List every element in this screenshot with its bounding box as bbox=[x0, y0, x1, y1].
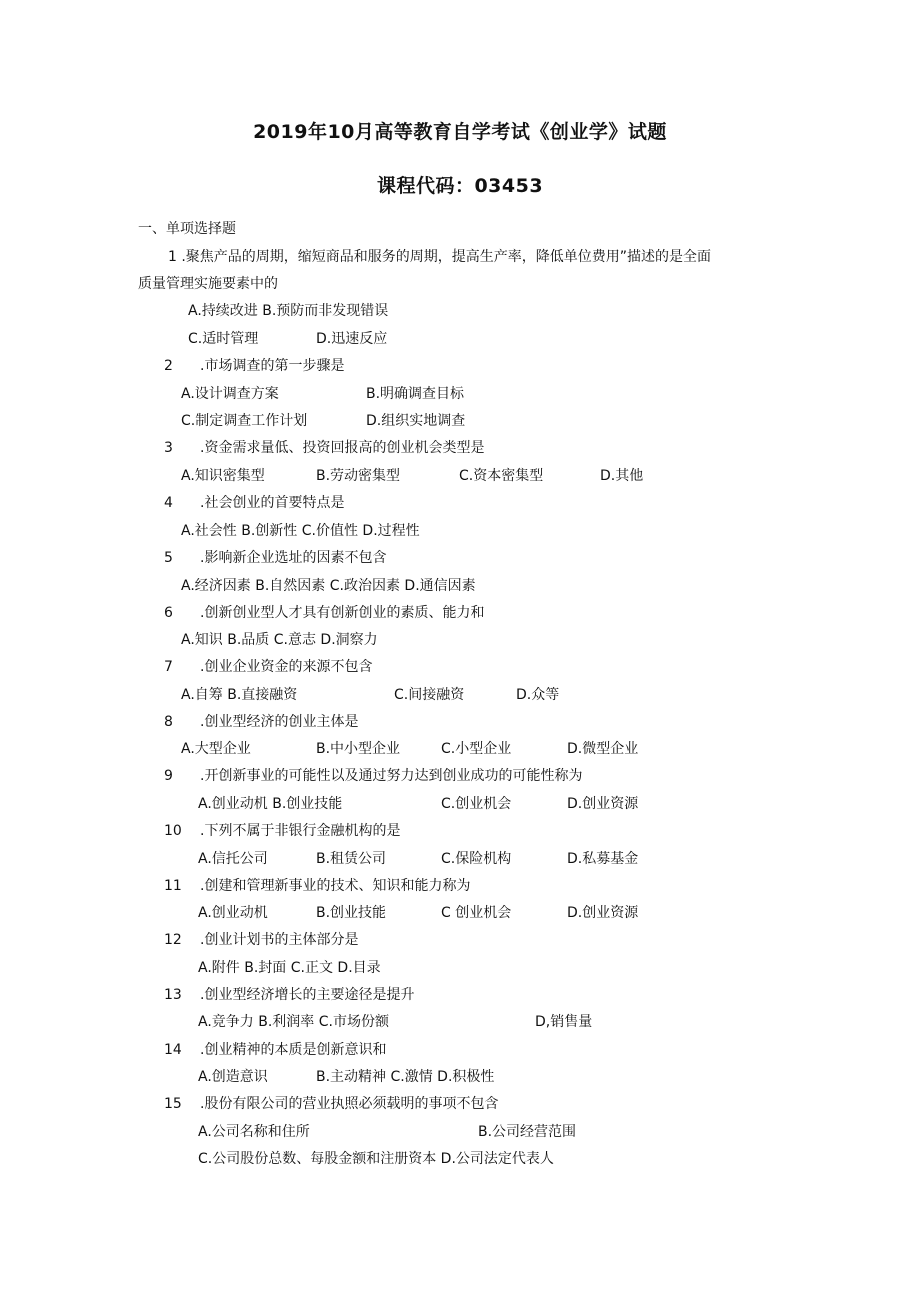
question-text: .创新创业型人才具有创新创业的素质、能力和 bbox=[200, 605, 485, 621]
q1-option-d: D.迅速反应 bbox=[316, 331, 388, 347]
q8-option-d: D.微型企业 bbox=[567, 741, 639, 757]
q10-option-b: B.租赁公司 bbox=[316, 851, 387, 867]
question-number: 12 bbox=[164, 932, 182, 948]
question-text: .社会创业的首要特点是 bbox=[200, 495, 345, 511]
question-text: .市场调查的第一步骤是 bbox=[200, 358, 345, 374]
q9-option-c: C.创业机会 bbox=[441, 796, 512, 812]
q1-option-ab: A.持续改进 B.预防而非发现错误 bbox=[188, 303, 389, 319]
q6-options: A.知识 B.品质 C.意志 D.洞察力 bbox=[181, 632, 378, 648]
q8-option-b: B.中小型企业 bbox=[316, 741, 401, 757]
q11-option-c: C 创业机会 bbox=[441, 905, 512, 921]
q10-option-d: D.私募基金 bbox=[567, 851, 639, 867]
q2-option-a: A.设计调查方案 bbox=[181, 386, 279, 402]
question-text: .创业型经济增长的主要途径是提升 bbox=[200, 987, 415, 1003]
q2-option-d: D.组织实地调查 bbox=[366, 413, 466, 429]
q15-option-a: A.公司名称和住所 bbox=[198, 1124, 310, 1140]
q9-option-ab: A.创业动机 B.创业技能 bbox=[198, 796, 343, 812]
course-code: 课程代码：03453 bbox=[376, 175, 544, 197]
question-text: .创建和管理新事业的技术、知识和能力称为 bbox=[200, 878, 471, 894]
question-number: 9 bbox=[164, 768, 173, 784]
q15-option-cd: C.公司股份总数、每股金额和注册资本 D.公司法定代表人 bbox=[198, 1151, 554, 1167]
q13-option-d: D,销售量 bbox=[535, 1014, 593, 1030]
q5-options: A.经济因素 B.自然因素 C.政治因素 D.通信因素 bbox=[181, 578, 476, 594]
q14-option-a: A.创造意识 bbox=[198, 1069, 268, 1085]
q7-option-ab: A.自筹 B.直接融资 bbox=[181, 687, 298, 703]
question-1-line2: 质量管理实施要素中的 bbox=[138, 276, 278, 292]
q7-option-d: D.众等 bbox=[516, 687, 560, 703]
page-title: 2019年10月高等教育自学考试《创业学》试题 bbox=[253, 121, 667, 143]
section-heading: 一、单项选择题 bbox=[138, 221, 236, 237]
q3-option-a: A.知识密集型 bbox=[181, 468, 265, 484]
question-number: 11 bbox=[164, 878, 182, 894]
question-number: 7 bbox=[164, 659, 173, 675]
q3-option-c: C.资本密集型 bbox=[459, 468, 544, 484]
question-text: .创业企业资金的来源不包含 bbox=[200, 659, 373, 675]
question-number: 13 bbox=[164, 987, 182, 1003]
q11-option-d: D.创业资源 bbox=[567, 905, 639, 921]
question-number: 15 bbox=[164, 1096, 182, 1112]
q15-option-b: B.公司经营范围 bbox=[478, 1124, 577, 1140]
q12-options: A.附件 B.封面 C.正文 D.目录 bbox=[198, 960, 381, 976]
question-number: 8 bbox=[164, 714, 173, 730]
q7-option-c: C.间接融资 bbox=[394, 687, 465, 703]
q13-option-abc: A.竞争力 B.利润率 C.市场份额 bbox=[198, 1014, 389, 1030]
question-number: 6 bbox=[164, 605, 173, 621]
question-text: .资金需求量低、投资回报高的创业机会类型是 bbox=[200, 440, 485, 456]
q2-option-c: C.制定调查工作计划 bbox=[181, 413, 308, 429]
question-number: 5 bbox=[164, 550, 173, 566]
q1-option-c: C.适时管理 bbox=[188, 331, 259, 347]
question-text: .创业计划书的主体部分是 bbox=[200, 932, 359, 948]
question-text: .创业型经济的创业主体是 bbox=[200, 714, 359, 730]
q3-option-b: B.劳动密集型 bbox=[316, 468, 401, 484]
q8-option-a: A.大型企业 bbox=[181, 741, 251, 757]
q11-option-b: B.创业技能 bbox=[316, 905, 387, 921]
q14-option-bcd: B.主动精神 C.激情 D.积极性 bbox=[316, 1069, 495, 1085]
question-number: 10 bbox=[164, 823, 182, 839]
q10-option-c: C.保险机构 bbox=[441, 851, 512, 867]
q11-option-a: A.创业动机 bbox=[198, 905, 268, 921]
question-number: 14 bbox=[164, 1042, 182, 1058]
question-number: 2 bbox=[164, 358, 173, 374]
question-1-line1: 1 .聚焦产品的周期，缩短商品和服务的周期，提高生产率，降低单位费用”描述的是全面 bbox=[168, 249, 712, 265]
q8-option-c: C.小型企业 bbox=[441, 741, 512, 757]
q9-option-d: D.创业资源 bbox=[567, 796, 639, 812]
q10-option-a: A.信托公司 bbox=[198, 851, 268, 867]
question-number: 4 bbox=[164, 495, 173, 511]
question-text: .开创新事业的可能性以及通过努力达到创业成功的可能性称为 bbox=[200, 768, 583, 784]
q4-options: A.社会性 B.创新性 C.价值性 D.过程性 bbox=[181, 523, 420, 539]
question-number: 3 bbox=[164, 440, 173, 456]
q2-option-b: B.明确调查目标 bbox=[366, 386, 465, 402]
question-text: .下列不属于非银行金融机构的是 bbox=[200, 823, 401, 839]
q3-option-d: D.其他 bbox=[600, 468, 644, 484]
question-text: .影响新企业选址的因素不包含 bbox=[200, 550, 387, 566]
question-text: .股份有限公司的营业执照必须载明的事项不包含 bbox=[200, 1096, 499, 1112]
question-text: .创业精神的本质是创新意识和 bbox=[200, 1042, 387, 1058]
